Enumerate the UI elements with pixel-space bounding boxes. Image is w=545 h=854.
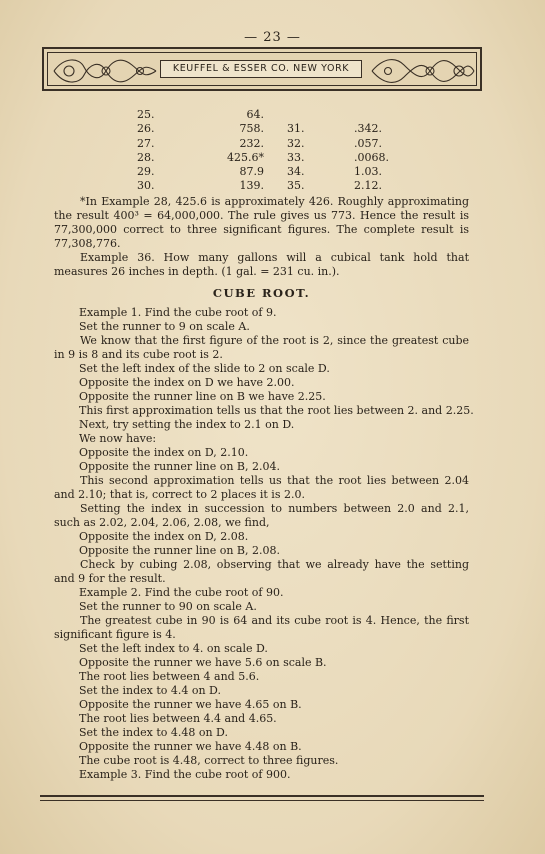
answer-cell: .342. [354, 122, 382, 136]
answer-cell: 33. [287, 150, 305, 164]
header-banner [42, 47, 482, 91]
paragraph: Check by cubing 2.08, observing that we already have the setting and 9 for the result. [54, 558, 469, 585]
text-line: Opposite the runner line on B, 2.08. [79, 544, 280, 557]
section-heading: CUBE ROOT. [212, 286, 311, 300]
text-line: Set the left index to 4. on scale D. [79, 642, 268, 655]
section-body [54, 306, 474, 782]
answer-cell: 27. [137, 136, 155, 150]
answer-cell: 25. [137, 108, 155, 121]
answer-cell: 1.03. [354, 165, 382, 179]
text-line: Opposite the runner line on B we have 2.25. [79, 390, 326, 403]
text-line: The root lies between 4.4 and 4.65. [79, 712, 277, 725]
answer-cell: 139. [239, 179, 264, 193]
answer-cell: 232. [239, 136, 264, 150]
answer-row [0, 108, 545, 122]
answer-cell: 34. [287, 165, 305, 179]
answer-cell: 29. [137, 165, 155, 179]
text-body [54, 195, 474, 782]
text-line: Opposite the runner we have 4.48 on B. [79, 740, 302, 753]
answer-cell: 758. [239, 122, 264, 136]
answer-cell: .057. [354, 136, 382, 150]
paragraph: The greatest cube in 90 is 64 and its cube root is 4. Hence, the first significant figure is 4. [54, 614, 469, 641]
answer-cell: 32. [287, 136, 305, 150]
text-line: Next, try setting the index to 2.1 on D. [79, 418, 295, 431]
footer-rule-thin [40, 800, 484, 801]
text-line: Example 1. Find the cube root of 9. [79, 306, 277, 319]
answer-cell: 31. [287, 122, 305, 136]
text-line: Set the runner to 90 on scale A. [79, 600, 257, 613]
text-line: Set the index to 4.4 on D. [79, 684, 221, 697]
text-line: Example 3. Find the cube root of 900. [79, 768, 291, 781]
answer-cell: 425.6* [227, 150, 264, 164]
text-line: The cube root is 4.48, correct to three figures. [79, 754, 339, 767]
answers-table [0, 108, 545, 194]
answer-cell: 35. [287, 179, 305, 193]
answer-cell: 26. [137, 122, 155, 136]
text-line: Opposite the runner we have 5.6 on scale B. [79, 656, 327, 669]
answer-cell: 64. [246, 108, 264, 121]
text-line: We now have: [79, 432, 157, 445]
text-line: Opposite the index on D we have 2.00. [79, 376, 295, 389]
text-line: Example 2. Find the cube root of 90. [79, 586, 284, 599]
page-number: — 23 — [244, 30, 301, 45]
answer-cell: 30. [137, 179, 155, 193]
text-line: Set the index to 4.48 on D. [79, 726, 228, 739]
footer-rule-thick [40, 795, 484, 797]
answer-row [0, 165, 545, 179]
answer-cell: 2.12. [354, 179, 382, 193]
paragraph: This second approximation tells us that the root lies between 2.04 and 2.10; that is, correct to 2 places it is 2.0. [54, 474, 469, 501]
text-line: Set the runner to 9 on scale A. [79, 320, 250, 333]
answer-cell: .0068. [354, 150, 389, 164]
answer-row [0, 179, 545, 193]
text-line: Set the left index of the slide to 2 on scale D. [79, 362, 330, 375]
answer-cell: 28. [137, 150, 155, 164]
footnote: *In Example 28, 425.6 is approximately 426. Roughly approximating the result 400³ = 64,000,000. The rule gives us 773. Hence the result is 77,300,000 correct to three significant figures. The complete result is 77,308,776. [54, 195, 469, 250]
paragraph: We know that the first figure of the root is 2, since the greatest cube in 9 is 8 and its cube root is 2. [54, 334, 469, 361]
text-line: The root lies between 4 and 5.6. [79, 670, 260, 683]
answer-row [0, 122, 545, 136]
answer-row [0, 151, 545, 165]
publisher-label: KEUFFEL & ESSER CO. NEW YORK [160, 60, 362, 78]
text-line: Opposite the index on D, 2.08. [79, 530, 249, 543]
answer-cell: 87.9 [239, 165, 264, 179]
paragraph: Setting the index in succession to numbers between 2.0 and 2.1, such as 2.02, 2.04, 2.06, 2.08, we find, [54, 502, 469, 529]
text-line: Opposite the runner we have 4.65 on B. [79, 698, 302, 711]
example-36: Example 36. How many gallons will a cubical tank hold that measures 26 inches in depth. (1 gal. = 231 cu. in.). [54, 251, 469, 278]
text-line: This first approximation tells us that the root lies between 2. and 2.25. [79, 404, 474, 417]
text-line: Opposite the index on D, 2.10. [79, 446, 249, 459]
text-line: Opposite the runner line on B, 2.04. [79, 460, 280, 473]
answer-row [0, 137, 545, 151]
